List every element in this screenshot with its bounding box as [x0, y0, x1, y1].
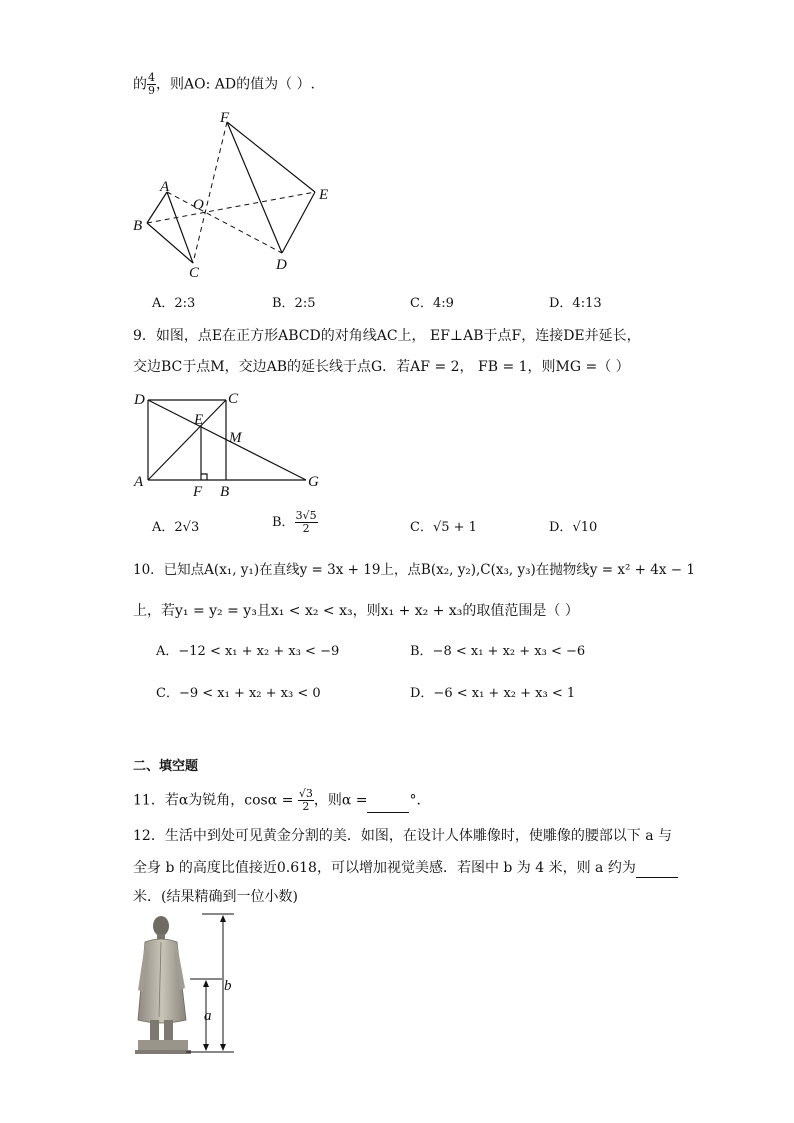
q12-label-b: b	[224, 978, 232, 994]
q8-edge	[227, 122, 315, 192]
q12-stem-line2: 全身 b 的高度比值接近0.618，可以增加视觉美感．若图中 b 为 4 米，则 a 约为	[133, 857, 678, 878]
q9-line-DG	[148, 400, 306, 480]
q10-option-c[interactable]: C．−9 < x₁ + x₂ + x₃ < 0	[156, 686, 321, 701]
q12-arrow	[220, 915, 226, 922]
q8-label-O: O	[193, 197, 204, 213]
q9-label-D: D	[134, 392, 145, 408]
q9-label-M: M	[229, 430, 242, 446]
section-title-fill-in: 二、填空题	[133, 759, 199, 774]
q8-option-b[interactable]: B．2:5	[272, 296, 316, 311]
q11-stem: 11．若α为锐角，cosα = $\frac{√3}{2}$ ，则α = °．	[133, 787, 431, 813]
q10-option-b[interactable]: B．−8 < x₁ + x₂ + x₃ < −6	[410, 644, 586, 659]
q8-label-B: B	[133, 218, 143, 234]
q9-stem-line2: 交边BC于点M，交边AB的延长线于点G．若AF = 2， FB = 1，则MG =（ ）	[133, 359, 630, 375]
q8-option-c[interactable]: C．4:9	[410, 296, 454, 311]
q12-arrow	[203, 1044, 209, 1051]
q9-option-c[interactable]: C．√5 + 1	[410, 520, 477, 535]
q10-option-a[interactable]: A．−12 < x₁ + x₂ + x₃ < −9	[156, 644, 340, 659]
q8-edge	[227, 122, 282, 253]
q8-dashed-FC	[193, 122, 227, 263]
q8-label-D: D	[276, 257, 287, 273]
q12-stem-line3: 米．(结果精确到一位小数)	[133, 889, 298, 905]
q9-label-B: B	[220, 484, 230, 498]
q8-label-C: C	[189, 265, 200, 281]
q12-label-a: a	[204, 1008, 212, 1024]
q8-label-F: F	[220, 110, 230, 126]
q8-edge	[147, 192, 167, 223]
q9-right-angle-mark	[201, 474, 207, 480]
q8-label-E: E	[319, 187, 329, 203]
q9-option-d[interactable]: D．√10	[549, 520, 598, 535]
q8-stem: 的 $\frac{4}{9}$ ，则AO: AD的值为（ ）.	[133, 71, 315, 97]
q11-fraction: $\frac{√3}{2}$	[298, 787, 313, 813]
q8-figure	[120, 105, 350, 285]
q12-figure-statue	[132, 912, 242, 1057]
q9-figure	[130, 388, 330, 498]
q9-option-b[interactable]: B． $\frac{3√5}{2}$	[272, 509, 317, 535]
statue-image	[135, 916, 191, 1054]
q10-stem-line1: 10．已知点A(x₁, y₁)在直线y = 3x + 19上，点B(x₂, y₂),C(x₃, y₃)在抛物线y = x² + 4x − 1	[133, 562, 695, 578]
q12-arrow	[203, 980, 209, 987]
q8-edge	[282, 192, 315, 253]
q9-label-E: E	[194, 412, 204, 428]
q10-option-d[interactable]: D．−6 < x₁ + x₂ + x₃ < 1	[410, 686, 576, 701]
q11-answer-blank[interactable]	[367, 792, 409, 813]
q12-answer-blank[interactable]	[636, 857, 678, 878]
q9-label-C: C	[228, 391, 239, 407]
q8-option-d[interactable]: D．4:13	[549, 296, 602, 311]
q9-option-a[interactable]: A．2√3	[152, 520, 200, 535]
q9-label-A: A	[134, 474, 144, 490]
q8-label-A: A	[160, 179, 170, 195]
q12-arrow	[220, 1044, 226, 1051]
q12-stem-line1: 12．生活中到处可见黄金分割的美．如图，在设计人体雕像时，使雕像的腰部以下 a 与	[133, 828, 673, 844]
q8-fraction: $\frac{4}{9}$	[148, 71, 155, 97]
q9-diagonal-AC	[148, 400, 226, 480]
q9-label-G: G	[308, 474, 319, 490]
q10-stem-line2: 上，若y₁ = y₂ = y₃且x₁ < x₂ < x₃，则x₁ + x₂ + x₃的取值范围是（ ）	[133, 603, 579, 619]
q9-stem-line1: 9．如图，点E在正方形ABCD的对角线AC上， EF⊥AB于点F，连接DE并延长，	[133, 328, 641, 344]
q9-label-F: F	[193, 484, 203, 498]
q8-option-a[interactable]: A．2:3	[152, 296, 196, 311]
